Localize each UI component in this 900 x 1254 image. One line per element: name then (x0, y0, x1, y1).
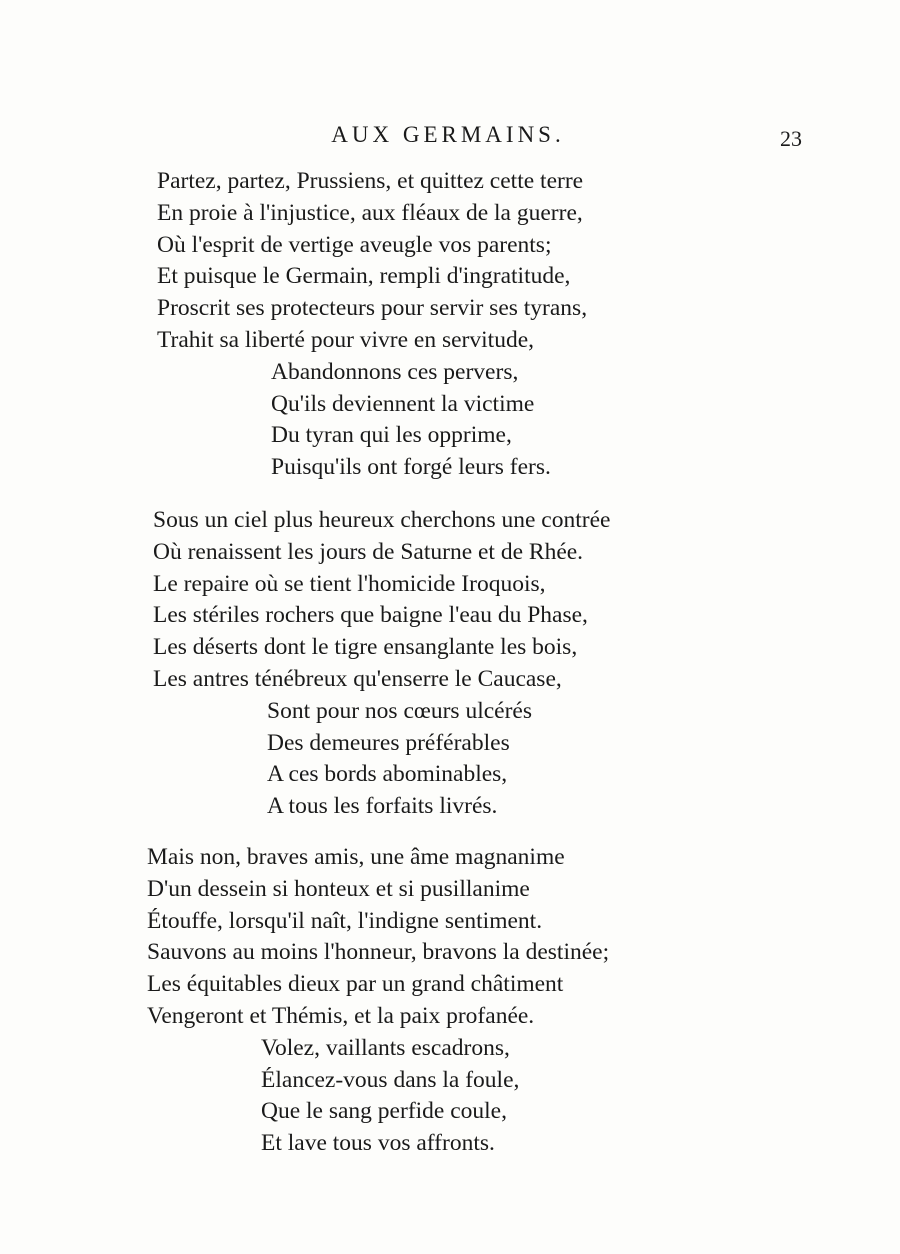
verse-line-indented: Abandonnons ces pervers, (271, 358, 519, 385)
verse-line: Où renaissent les jours de Saturne et de Rhée. (153, 538, 584, 565)
verse-line-indented: Puisqu'ils ont forgé leurs fers. (271, 454, 551, 481)
verse-line-indented: A tous les forfaits livrés. (267, 793, 498, 820)
verse-line: Les stériles rochers que baigne l'eau du Phase, (153, 602, 588, 629)
verse-line-indented: A ces bords abominables, (267, 761, 508, 788)
stanza-3 (147, 842, 609, 1160)
verse-line: Sous un ciel plus heureux cherchons une contrée (153, 507, 611, 533)
stanza-2 (153, 505, 610, 823)
running-header (0, 122, 900, 148)
verse-line: Sauvons au moins l'honneur, bravons la destinée; (147, 939, 610, 966)
verse-line: Où l'esprit de vertige aveugle vos parents; (157, 231, 552, 258)
verse-line: Et puisque le Germain, rempli d'ingratitude, (157, 263, 571, 290)
verse-line-indented: Volez, vaillants escadrons, (261, 1034, 510, 1061)
verse-line: Étouffe, lorsqu'il naît, l'indigne sentiment. (147, 907, 543, 934)
page-title: AUX GERMAINS. (331, 122, 565, 147)
verse-line: Partez, partez, Prussiens, et quittez cette terre (157, 168, 584, 194)
verse-line-indented: Qu'ils deviennent la victime (271, 390, 535, 417)
stanza-1 (157, 166, 587, 484)
verse-line: Les antres ténébreux qu'enserre le Caucase, (153, 665, 562, 692)
verse-line-indented: Des demeures préférables (267, 729, 510, 756)
verse-line: En proie à l'injustice, aux fléaux de la guerre, (157, 199, 583, 226)
verse-line-indented: Que le sang perfide coule, (261, 1098, 507, 1125)
verse-line-indented: Du tyran qui les opprime, (271, 422, 512, 449)
verse-line: Trahit sa liberté pour vivre en servitude, (157, 326, 534, 353)
verse-line-indented: Élancez-vous dans la foule, (261, 1066, 520, 1093)
verse-line: Mais non, braves amis, une âme magnanime (147, 844, 565, 870)
page-number: 23 (780, 126, 802, 151)
verse-line: Proscrit ses protecteurs pour servir ses tyrans, (157, 295, 588, 322)
verse-line: D'un dessein si honteux et si pusillanime (147, 875, 530, 902)
verse-line-indented: Et lave tous vos affronts. (261, 1130, 495, 1157)
verse-line-indented: Sont pour nos cœurs ulcérés (267, 697, 532, 724)
verse-line: Les équitables dieux par un grand châtiment (147, 971, 564, 998)
verse-line: Vengeront et Thémis, et la paix profanée. (147, 1002, 535, 1029)
verse-line: Le repaire où se tient l'homicide Iroquois, (153, 570, 546, 597)
verse-line: Les déserts dont le tigre ensanglante les bois, (153, 634, 578, 661)
